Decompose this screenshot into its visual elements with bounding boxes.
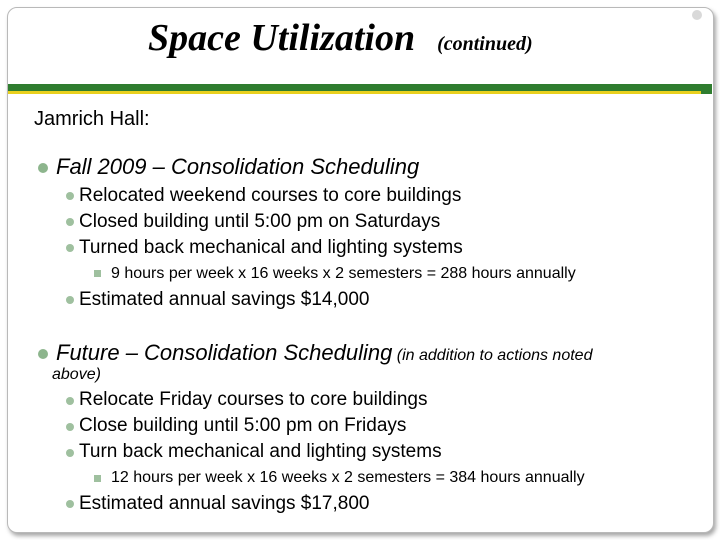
future-label: Future – Consolidation Scheduling xyxy=(56,340,393,365)
future-label-line xyxy=(56,340,592,366)
bullet-dot-icon xyxy=(66,423,74,431)
header-band-green xyxy=(8,84,712,91)
square-bullet-icon xyxy=(94,475,101,482)
future-savings: Estimated annual savings $17,800 xyxy=(79,493,370,514)
future-item-1: Relocate Friday courses to core buildings xyxy=(79,389,428,410)
future-note-2: above) xyxy=(52,366,101,383)
title-main: Space Utilization xyxy=(148,17,416,59)
title-sub: (continued) xyxy=(437,33,533,55)
header-band-end xyxy=(701,84,712,94)
bullet-dot-icon xyxy=(66,397,74,405)
bullet-dot-icon xyxy=(66,449,74,457)
fall-item-2: Closed building until 5:00 pm on Saturdays xyxy=(79,211,441,232)
future-item-2: Close building until 5:00 pm on Fridays xyxy=(79,415,407,436)
slide-title xyxy=(148,16,533,60)
bullet-dot-icon xyxy=(66,500,74,508)
bullet-dot-icon xyxy=(38,163,48,173)
fall-detail: 9 hours per week x 16 weeks x 2 semesters = 288 hours annually xyxy=(111,265,576,282)
fall-item-3: Turned back mechanical and lighting systems xyxy=(79,237,463,258)
bullet-dot-icon xyxy=(66,244,74,252)
bullet-dot-icon xyxy=(38,349,48,359)
fall-savings: Estimated annual savings $14,000 xyxy=(79,289,370,310)
corner-dot xyxy=(692,10,702,20)
square-bullet-icon xyxy=(94,270,101,277)
future-detail: 12 hours per week x 16 weeks x 2 semesters = 384 hours annually xyxy=(111,469,585,486)
fall-label: Fall 2009 – Consolidation Scheduling xyxy=(56,154,420,179)
future-item-3: Turn back mechanical and lighting systems xyxy=(79,441,442,462)
future-note-1: (in addition to actions noted xyxy=(396,347,593,364)
header-band-yellow xyxy=(8,91,712,94)
bullet-dot-icon xyxy=(66,296,74,304)
fall-item-1: Relocated weekend courses to core buildings xyxy=(79,185,462,206)
section-heading: Jamrich Hall: xyxy=(34,108,150,130)
bullet-dot-icon xyxy=(66,218,74,226)
bullet-dot-icon xyxy=(66,192,74,200)
